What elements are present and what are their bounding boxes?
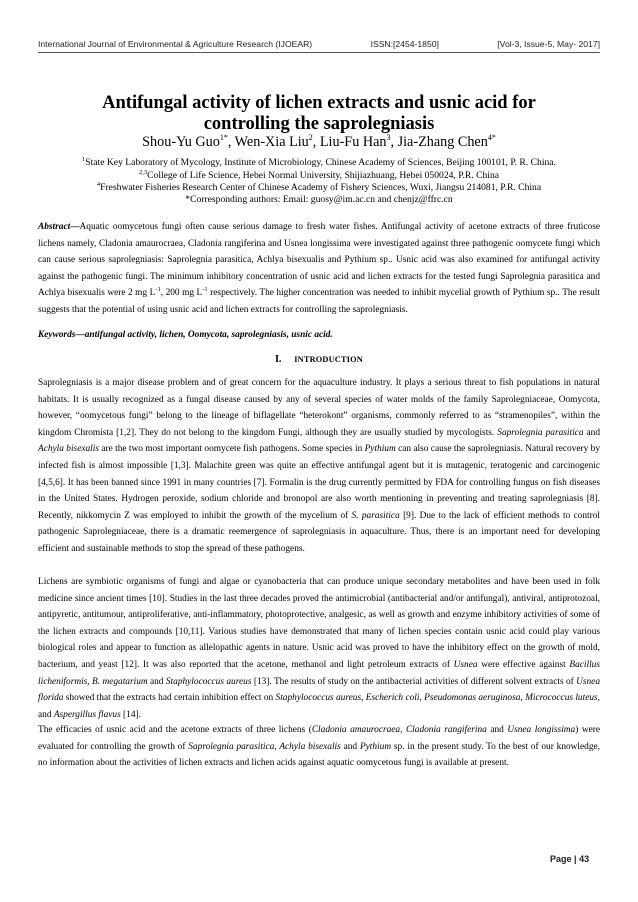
section-heading — [38, 354, 600, 365]
affiliation — [38, 182, 600, 193]
body-text: and — [147, 676, 166, 687]
corresponding-author-text: *Corresponding authors: Email: guosy@im.ac.cn and chenjz@ffrc.cn — [185, 194, 453, 205]
paper-title: Antifungal activity of lichen extracts and usnic acid for controlling the saprolegniasis — [102, 93, 536, 134]
body-text: [14]. — [120, 709, 141, 720]
species-name: Staphylococcus aureus — [165, 676, 252, 687]
species-name: Pythium — [512, 288, 545, 299]
abstract-text: sp.. The result suggests that the potential of using usnic acid and lichen extracts for controlling the saprolegniasis. — [38, 288, 600, 315]
author-affiliation-mark: 2 — [308, 133, 313, 142]
species-name: Cladonia amaurocraea, Cladonia rangiferina — [311, 725, 487, 735]
species-name: Usnea — [453, 659, 478, 670]
abstract-text: and — [324, 255, 345, 266]
author-name: Jia-Zhang Chen — [397, 134, 488, 150]
body-text: [9]. Due to the lack of efficient methods to control pathogenic Saprolegniaceae, there is a dramatic reemergence of saprolegniasis in aquaculture. Thus, there is an important need for developing efficient and sustainable methods to stop the spread of these pathogens. — [38, 510, 600, 554]
affiliation — [38, 170, 600, 181]
species-name: Saprolegnia parasitica — [167, 255, 252, 266]
species-name: parasitica — [545, 271, 587, 282]
species-name: Saprolegnia — [500, 271, 546, 282]
affiliation — [38, 157, 600, 168]
author-list: Shou-Yu Guo$^{1*}$, Wen-Xia Liu$^2$, Liu-Fu Han$^3$, Jia-Zhang Chen$^{4*}$ — [142, 133, 496, 150]
body-text: Saprolegniasis is a major disease problem and of great concern for the aquaculture industry. It plays a serious threat to fish populations in natural habitats. It is usually recognized as a fungal disease caused by any of several species of water molds of the family Saprolegniaceae, Oomycota, however, “oomycetous fungi” belong to the lineage of biflagellate “heterokont” organisms, commonly referred to as “stramenopiles”, within the kingdom Chromista [1,2]. They do not belong to the kingdom Fungi, although they are usually studied by mycologists. — [38, 378, 600, 438]
species-name: Achlya bisexualis — [256, 255, 325, 266]
body-text: are the two most important oomycete fish pathogens. Some species in — [99, 444, 365, 455]
species-name: Usnea longissima — [507, 725, 576, 735]
species-name: Usnea florida — [38, 676, 600, 704]
body-text: sp. in the present study. To the best of our knowledge, no information about the activities of lichen extracts and lichen acids against aquatic oomycetous fungi is available at present. — [38, 741, 600, 769]
abstract-text: were investigated against three pathogenic oomycete fungi which can cause serious saprolegniasis: — [38, 238, 601, 266]
body-text: The efficacies of usnic acid and the acetone extracts of three lichens ( — [38, 725, 312, 735]
page-label: Page — [550, 854, 572, 864]
body-text: showed that the extracts had certain inhibition effect on — [63, 693, 276, 704]
species-name: Saprolegnia parasitica, Achyla bisexalis — [188, 741, 341, 752]
species-name: Pythium — [359, 741, 392, 752]
abstract-text: Aquatic oomycetous fungi often cause serious damage to fresh water fishes. Antifungal activity of acetone extracts of three fruticose lichens namely, — [38, 222, 600, 249]
species-name: Achyla bisexalis — [38, 444, 99, 455]
affiliation-text: College of Life Science, Hebei Normal University, Shijiazhuang, Hebei 050024, P.R. China — [147, 170, 499, 181]
species-name: Pythium — [344, 255, 377, 266]
abstract-text: respectively. The higher concentration was needed to inhibit mycelial growth of — [207, 288, 513, 299]
body-text: were effective against — [477, 659, 570, 670]
species-name: Bacillus licheniformis, B. megatarium — [38, 659, 600, 687]
affiliation-mark: 4 — [96, 181, 101, 188]
page-footer — [550, 854, 589, 864]
author-name: Shou-Yu Guo — [142, 134, 220, 150]
section-title: INTRODUCTION — [294, 355, 364, 364]
keywords: Keywords—antifungal activity, lichen, Oomycota, saprolegniasis, usnic acid. — [38, 330, 333, 340]
header-rule — [38, 52, 600, 53]
section-number: I. — [274, 354, 282, 365]
abstract-text: bisexualis were 2 mg L — [64, 288, 156, 299]
intro-paragraph-1 — [38, 375, 600, 558]
journal-name: International Journal of Environmental & Agriculture Research (IJOEAR) — [38, 39, 313, 49]
species-name: Staphylococcus aureus, Escherich coli, Pseudomonas aeruginosa, Micrococcus luteus, — [275, 693, 600, 704]
abstract-text: sp.. Usnic acid was also examined for antifungal activity against the pathogenic fungi. The minimum inhibitory concentration of usnic acid and lichen extracts for the tested fungi — [38, 255, 600, 282]
species-name: Cladonia amaurocraea — [98, 238, 184, 249]
unit-exponent: -1 — [202, 286, 208, 294]
body-text: and — [340, 741, 360, 752]
abstract-text: , 200 mg L — [160, 288, 203, 299]
affiliation-mark: 1 — [82, 156, 86, 163]
volume-issue: [Vol-3, Issue-5, May- 2017] — [497, 39, 600, 49]
page-number: 43 — [579, 854, 590, 864]
affiliation-text: Freshwater Fisheries Research Center of Chinese Academy of Fishery Sciences, Wuxi, Jiangsu 214081, P.R. China — [100, 182, 542, 193]
abstract-text: and — [265, 238, 285, 249]
intro-paragraph-3 — [38, 722, 600, 772]
affiliation-text: State Key Laboratory of Mycology, Institute of Microbiology, Chinese Academy of Sciences, Beijing 100101, P. R. China. — [85, 157, 556, 168]
species-name: Achlya — [38, 288, 65, 299]
running-header — [38, 39, 600, 49]
body-text: [13]. The results of study on the antibacterial activities of different solvent extracts of — [251, 676, 577, 687]
page-separator: | — [574, 854, 577, 864]
body-text: ) were evaluated for controlling the growth of — [38, 725, 600, 752]
species-name: Pythium — [364, 444, 396, 455]
author-name: Wen-Xia Liu — [234, 134, 309, 150]
corresponding-author — [38, 194, 600, 205]
abstract-text: , — [183, 238, 189, 249]
species-name: Aspergillus flavus — [53, 709, 121, 720]
affiliation-mark: 2,3 — [139, 169, 148, 176]
abstract-text: , — [251, 255, 257, 266]
abstract-text: and — [586, 271, 601, 282]
species-name: Saprolegnia parasitica — [497, 427, 584, 438]
author-name: Liu-Fu Han — [319, 134, 387, 150]
author-affiliation-mark: 3 — [386, 133, 391, 142]
abstract-label: Abstract— — [38, 222, 80, 232]
body-text: can also cause the saprolegniasis. Natural recovery by infected fish is almost impossible [1,3]. Malachite green was quite an effective antifungal agent but it is mutagenic, teratogenic and carcinogenic [4,5,6]. It has been banned since 1991 in many countries [7]. Formalin is the drug currently permitted by FDA for controlling fungus on fish diseases in the United States. Hydrogen peroxide, sodium chloride and bronopol are also worth mentioning in preventing and treating saprolegniasis [8]. Recently, nikkomycin Z was employed to inhibit the growth of the mycelium of — [38, 444, 601, 521]
body-text: and — [486, 725, 508, 735]
species-name: Usnea longissima — [284, 238, 351, 249]
issn: ISSN:[2454-1850] — [370, 39, 439, 49]
body-text: and — [38, 709, 54, 720]
author-affiliation-mark: 1* — [219, 133, 228, 142]
species-name: Cladonia rangiferina — [188, 238, 266, 249]
body-text: and — [583, 427, 600, 438]
author-affiliation-mark: 4* — [487, 133, 496, 142]
intro-paragraph-2 — [38, 574, 600, 723]
unit-exponent: -1 — [155, 286, 161, 294]
species-name: S. parasitica — [351, 510, 400, 521]
body-text: Lichens are symbiotic organisms of fungi and algae or cyanobacteria that can produce unique secondary metabolites and have been used in folk medicine since ancient times [10]. Studies in the last three decades proved the antimicrobial (antibacterial and/or antifungal), antiviral, antiprotozoal, antipyretic, antitumour, antiproliferative, anti-inflammatory, photoprotective, analgesic, as well as growth and enzyme inhibitory activities of some of the lichen extracts and compounds [10,11]. Various studies have demonstrated that many of lichen species contain usnic acid could play various biological roles and appear to function as allelopathic agents in nature. Usnic acid was proved to have the inhibitory effect on the growth of mold, bacterium, and yeast [12]. It was also reported that the acetone, methanol and light petroleum extracts of — [38, 577, 600, 670]
abstract — [38, 219, 600, 319]
